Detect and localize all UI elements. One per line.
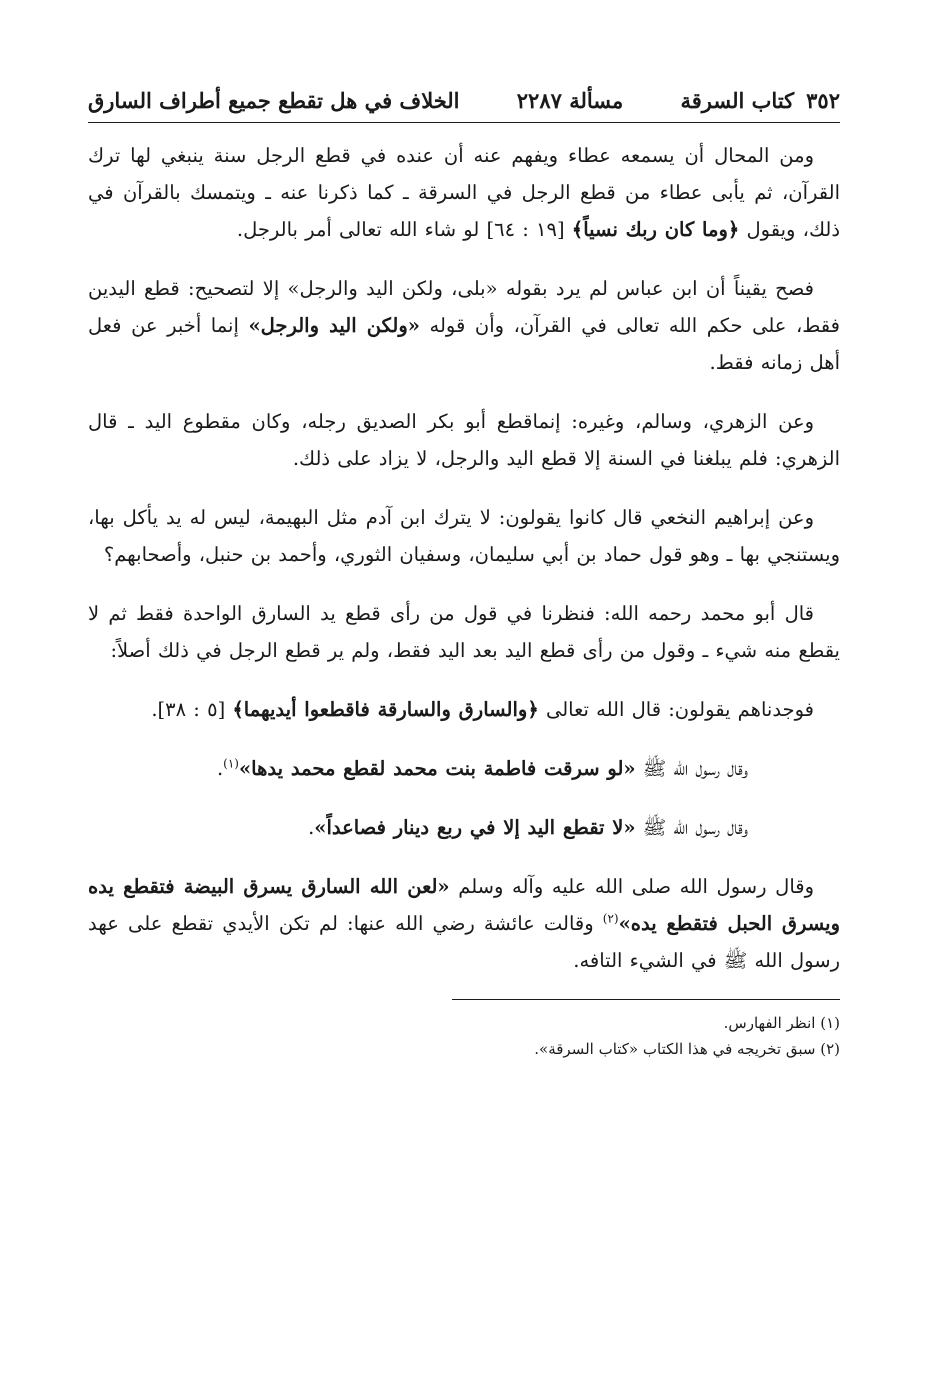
book-page bbox=[88, 86, 840, 1062]
text-segment: [١٩ : ٦٤] لو شاء الله تعالى أمر بالرجل. bbox=[236, 218, 572, 241]
footnotes bbox=[88, 1010, 840, 1062]
text-segment: وقال رسول الله ﷺ bbox=[635, 816, 748, 839]
text-segment: ومن المحال أن يسمعه عطاء ويفهم عنه أن عنده في قطع الرجل سنة ينبغي لها ترك القرآن، ثم يأبى عطاء من قطع الرجل في السرقة ـ كما ذكرنا عنه ـ ويتمسك بالقرآن في ذلك، ويقول bbox=[88, 144, 840, 241]
quran-quote: ﴿والسارق والسارقة فاقطعوا أيديهما﴾ bbox=[232, 698, 539, 721]
hadith-quote: «لو سرقت فاطمة بنت محمد لقطع محمد يدها» bbox=[238, 757, 636, 780]
page-number: ٣٥٢ bbox=[806, 88, 840, 113]
text-segment: فصح يقيناً أن ابن عباس لم يرد بقوله «بلى، ولكن اليد والرجل» إلا لتصحيح: قطع اليدين فقط، على حكم الله تعالى في القرآن، وأن قوله bbox=[88, 277, 840, 337]
text-segment: إنما أخبر عن فعل أهل زمانه فقط. bbox=[88, 314, 840, 374]
paragraph-1 bbox=[88, 137, 840, 248]
paragraph-2 bbox=[88, 270, 840, 381]
footnote-divider bbox=[452, 999, 840, 1000]
text-segment: فوجدناهم يقولون: قال الله تعالى bbox=[538, 698, 814, 721]
header-book-info bbox=[680, 86, 840, 116]
footnote-1: (١) انظر الفهارس. bbox=[723, 1014, 840, 1032]
hadith-quote: «لعن الله السارق يسرق البيضة فتقطع يده ويسرق الحبل فتقطع يده» bbox=[88, 875, 840, 935]
text-segment: . bbox=[308, 816, 315, 839]
footnote-ref[interactable]: (١) bbox=[223, 756, 239, 771]
paragraph-8 bbox=[88, 809, 840, 846]
text-segment: وقال رسول الله ﷺ bbox=[635, 757, 748, 780]
paragraph-5 bbox=[88, 595, 840, 669]
paragraph-7 bbox=[88, 750, 840, 787]
paragraph-4 bbox=[88, 499, 840, 573]
book-title: كتاب السرقة bbox=[680, 88, 795, 113]
text-segment: وعن الزهري، وسالم، وغيره: إنماقطع أبو بكر الصديق رجله، وكان مقطوع اليد ـ قال الزهري: فلم يبلغنا في السنة إلا قطع اليد والرجل، لا يزاد على ذلك. bbox=[88, 410, 840, 470]
text-segment: . bbox=[216, 757, 224, 780]
text-segment: وعن إبراهيم النخعي قال كانوا يقولون: لا يترك ابن آدم مثل البهيمة، ليس له يد يأكل بها، ويستنجي بها ـ وهو قول حماد بن أبي سليمان، وسفيان الثوري، وأحمد بن حنبل، وأصحابهم؟ bbox=[88, 506, 840, 566]
text-segment: وقال رسول الله صلى الله عليه وآله وسلم bbox=[449, 875, 814, 898]
bold-quote: «ولكن اليد والرجل» bbox=[248, 314, 420, 337]
body-text bbox=[88, 137, 840, 979]
hadith-quote: «لا تقطع اليد إلا في ربع دينار فصاعداً» bbox=[314, 816, 636, 839]
issue-number: مسألة ٢٢٨٧ bbox=[516, 88, 624, 113]
paragraph-9 bbox=[88, 868, 840, 979]
text-segment: وقالت عائشة رضي الله عنها: لم تكن الأيدي تقطع على عهد رسول الله ﷺ في الشيء التافه. bbox=[88, 912, 840, 972]
quran-quote: ﴿وما كان ربك نسياً﴾ bbox=[571, 218, 740, 241]
paragraph-3 bbox=[88, 403, 840, 477]
chapter-title: الخلاف في هل تقطع جميع أطراف السارق bbox=[88, 88, 460, 113]
text-segment: قال أبو محمد رحمه الله: فنظرنا في قول من رأى قطع يد السارق الواحدة فقط ثم لا يقطع منه شيء ـ وقول من رأى قطع اليد بعد اليد فقط، ولم ير قطع الرجل في ذلك أصلاً: bbox=[88, 602, 840, 662]
footnote-2: (٢) سبق تخريجه في هذا الكتاب «كتاب السرقة». bbox=[534, 1040, 840, 1058]
paragraph-6 bbox=[88, 691, 840, 728]
text-segment: [٥ : ٣٨]. bbox=[151, 698, 233, 721]
running-header bbox=[88, 86, 840, 123]
footnote-ref[interactable]: (٢) bbox=[602, 911, 619, 926]
